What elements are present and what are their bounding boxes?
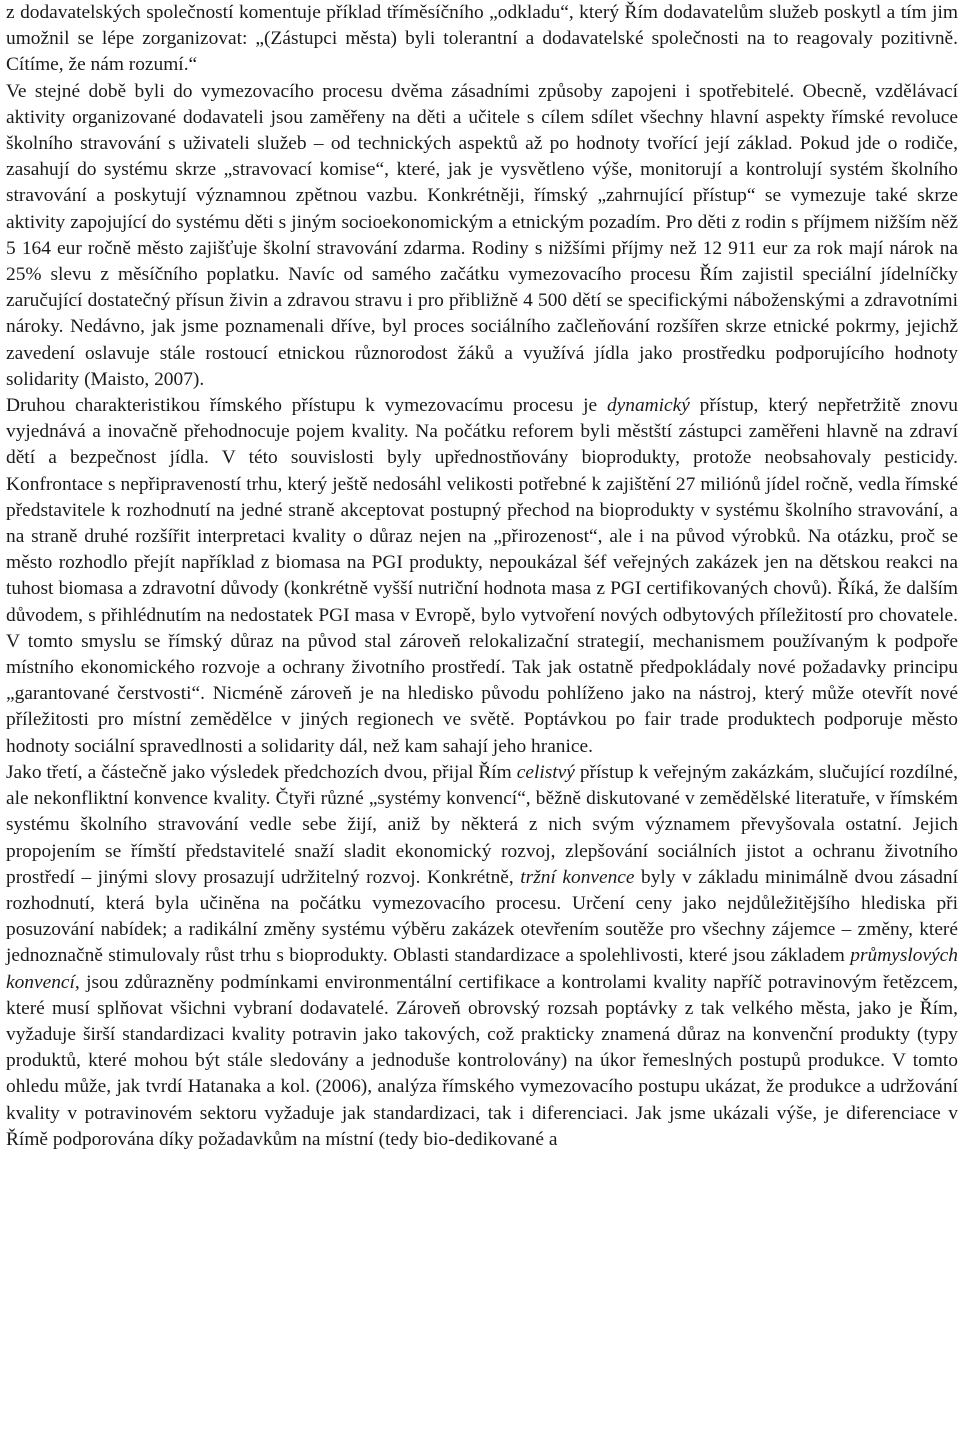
emphasis-celistvy: celistvý	[516, 761, 575, 783]
paragraph-text: přístup, který nepřetržitě znovu vyjednává a inovačně přehodnocuje pojem kvality. Na počátku reforem byli městští zástupci zaměřeni hlavně na zdraví dětí a bezpečnost jídla. V této souvislosti byly upřednostňovány bioprodukty, protože neobsahovaly pesticidy. Konfrontace s nepřipraveností trhu, který ještě nedosáhl velikosti potřebné k zajištění 27 miliónů jídel ročně, vedla římské představitele k rozhodnutí na jedné straně akceptovat postupný přechod na bioprodukty v systému školního stravování, a na straně druhé rozšířit interpretaci kvality o důraz nejen na „přirozenost“, ale i na původ výrobků. Na otázku, proč se město rozhodlo přejít například z biomasa na PGI produkty, nepoukázal šéf veřejných zakázek jen na dětskou reakci na tuhost biomasa a zdravotní důvody (konkrétně vyšší nutriční hodnota masa z PGI certifikovaných chovů). Říká, že dalším důvodem, s přihlédnutím na nedostatek PGI masa v Evropě, bylo vytvoření nových odbytových příležitostí pro chovatele. V tomto smyslu se římský důraz na původ stal zároveň relokalizační strategií, mechanismem používaným k podpoře místního ekonomického rozvoje a ochrany životního prostředí. Tak jak ostatně předpokládaly nové požadavky principu „garantované čerstvosti“. Nicméně zároveň je na hledisko původu pohlíženo jako na nástroj, který může otevřít nové příležitosti pro místní zemědělce v jiných regionech ve světě. Poptávkou po fair trade produktech podporuje město hodnoty sociální spravedlnosti a solidarity dál, než kam sahají jeho hranice.	[6, 395, 959, 757]
emphasis-dynamicky: dynamický	[606, 395, 690, 417]
paragraph-text: Ve stejné době byli do vymezovacího procesu dvěma zásadními způsoby zapojeni i spotřebitelé. Obecně, vzdělávací aktivity organizované dodavateli jsou zaměřeny na děti a učitele s cílem sdílet všechny hlavní aspekty římské revoluce školního stravování s uživateli služeb – od technických aspektů až po hodnoty tvořící její základ. Pokud jde o rodiče, zasahují do systému skrze „stravovací komise“, které, jak je vysvětleno výše, monitorují a kontrolují systém školního stravování a poskytují významnou zpětnou vazbu. Konkrétněji, římský „zahrnující přístup“ se vymezuje také skrze aktivity zapojující do systému děti s jiným socioekonomickým a etnickým pozadím. Pro děti z rodin s příjmem nižším něž 5 164 eur ročně město zajišťuje školní stravování zdarma. Rodiny s nižšími příjmy než 12 911 eur za rok mají nárok na 25% slevu z měsíčního poplatku. Navíc od samého začátku vymezovacího procesu Řím zajistil speciální jídelníčky zaručující dostatečný přísun živin a zdravou stravu i pro přibližně 4 500 dětí se specifickými náboženskými a zdravotními nároky. Nedávno, jak jsme poznamenali dříve, byl proces sociálního začleňování rozšířen skrze etnické pokrmy, jejichž zavedení oslavuje stále rostoucí etnickou různorodost žáků a využívá jídla jako prostředku podporujícího hodnoty solidarity (Maisto, 2007).	[6, 80, 958, 390]
paragraph-3	[6, 393, 958, 760]
paragraph-text: jsou zdůrazněny podmínkami environmentální certifikace a kontrolami kvality napříč potravinovým řetězcem, které musí splňovat všichni vybraní dodavatelé. Zároveň obrovský rozsah poptávky z tak velkého města, jako je Řím, vyžaduje širší standardizaci kvality potravin jako takových, což prakticky znamená důraz na konvenční produkty (typy produktů, které mohou být stále sledovány a jednoduše kontrolovány) na úkor řemeslných postupů produkce. V tomto ohledu může, jak tvrdí Hatanaka a kol. (2006), analýza římského vymezovacího postupu ukázat, že produkce a udržování kvality v potravinovém sektoru vyžaduje jak standardizaci, tak i diferenciaci. Jak jsme ukázali výše, je diferenciace v Římě podporována díky požadavkům na místní (tedy bio-dedikované a	[6, 971, 958, 1150]
paragraph-text: Druhou charakteristikou římského přístupu k vymezovacímu procesu je	[6, 395, 607, 417]
paragraph-text: z dodavatelských společností komentuje příklad tříměsíčního „odkladu“, který Řím dodavatelům služeb poskytl a tím jim umožnil se lépe zorganizovat: „(Zástupci města) byli tolerantní a dodavatelské společnosti na to reagovaly pozitivně. Cítíme, že nám rozumí.“	[6, 2, 958, 76]
paragraph-text: byly v základu minimálně dvou zásadní rozhodnutí, která byla učiněna na počátku vymezovacího procesu. Určení ceny jako nejdůležitějšího hlediska při posuzování nabídek; a radikální změny systému výběru zakázek otevřením soutěže pro všechny zájemce – změny, které jednoznačně stimulovaly růst trhu s bioprodukty. Oblasti standardizace a spolehlivosti, které jsou základem	[6, 866, 959, 967]
emphasis-trzni-konvence: tržní konvence	[520, 866, 635, 888]
paragraph-1	[6, 0, 958, 79]
paragraph-2	[6, 79, 958, 393]
paragraph-4	[6, 760, 958, 1153]
emphasis-prumyslovych-konvenci: průmyslových konvencí,	[6, 945, 958, 993]
paragraph-text: přístup k veřejným zakázkám, slučující rozdílné, ale nekonfliktní konvence kvality. Čtyři různé „systémy konvencí“, běžně diskutované v zemědělské literatuře, v římském systému školního stravování vedle sebe žijí, aniž by některá z nich svým významem převyšovala ostatní. Jejich propojením se římští představitelé snaží sladit ekonomický rozvoj, zlepšování sociálních jistot a ochranu životního prostředí – jinými slovy prosazují udržitelný rozvoj. Konkrétně,	[6, 761, 958, 888]
paragraph-text: Jako třetí, a částečně jako výsledek předchozích dvou, přijal Řím	[6, 761, 517, 783]
